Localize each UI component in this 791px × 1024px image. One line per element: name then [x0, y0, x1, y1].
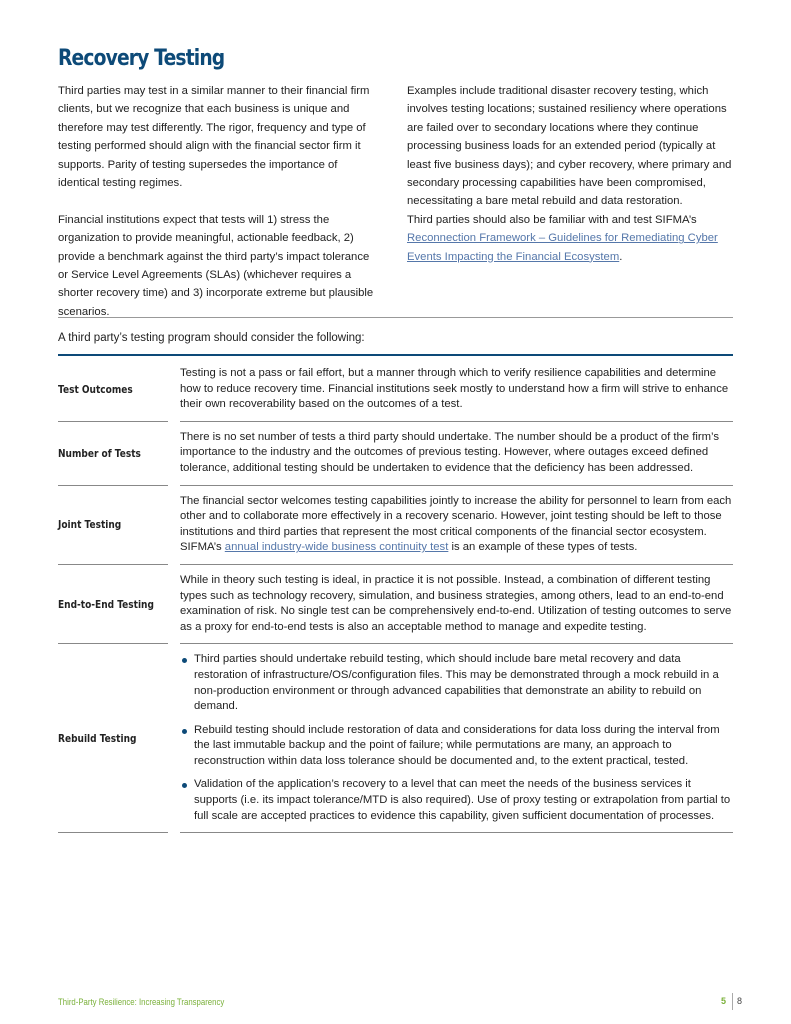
table-row [58, 422, 733, 486]
bullet-item: Validation of the application’s recovery to a level that can meet the needs of the business services it supports (i.e. its impact tolerance/MTD is also required). Use of proxy testing or extrapolation from partial to full scale are accepted practices to evidence this capability, given sufficient documentation of processes. [180, 777, 733, 824]
left-column [58, 82, 378, 340]
paragraph [407, 211, 735, 266]
bullet-item: Third parties should undertake rebuild testing, which should include bare metal recovery and data restoration of infrastructure/OS/configuration files. This may be demonstrated through a mock rebuild in a non-production environment or through advanced capabilities that demonstrate an ability to rebuild on demand. [180, 652, 733, 714]
business-continuity-test-link[interactable]: annual industry-wide business continuity test [224, 541, 449, 554]
footer-title: Third-Party Resilience: Increasing Transparency [58, 997, 225, 1008]
reconnection-framework-link[interactable]: Reconnection Framework – Guidelines for Remediating Cyber Events Impacting the Financial Ecosystem [407, 232, 718, 263]
row-label: Number of Tests [58, 422, 168, 486]
row-content: There is no set number of tests a third party should undertake. The number should be a product of the firm’s importance to the industry and the outcomes of previous testing. However, where outages exceed defined tolerance, additional testing should be undertaken to evidence that the deficiency has been addressed. [180, 422, 733, 486]
table-row [58, 644, 733, 833]
row-content: Testing is not a pass or fail effort, but a manner through which to verify resilience capabilities and determine how to reduce recovery time. Financial institutions seek mostly to understand how a firm will strive to enhance their own recoverability based on the outcomes of a test. [180, 358, 733, 422]
row-label: Test Outcomes [58, 358, 168, 422]
divider [58, 317, 733, 318]
table-intro: A third party’s testing program should consider the following: [58, 332, 365, 344]
row-label: Joint Testing [58, 486, 168, 565]
testing-table [58, 358, 733, 833]
row-content: While in theory such testing is ideal, in practice it is not possible. Instead, a combination of different testing types such as technology recovery, simulation, and business strategies, among others, lead to an end-to-end examination of risk. No single test can be comprehensively end-to-end. Utilization of testing outcomes to serve as a proxy for end-to-end tests is also an acceptable method to manage and expedite testing. [180, 565, 733, 644]
row-content [180, 644, 733, 833]
page-title: Recovery Testing [58, 46, 225, 71]
row-content: The financial sector welcomes testing capabilities jointly to increase the ability for personnel to learn from each other and to collaborate more effectively in a recovery scenario. However, joint testing should be left to those institutions and third parties that represent the most critical components of the financial sector ecosystem. SIFMA’s annual industry-wide business continuity test is an example of these types of tests. [180, 486, 733, 565]
table-row [58, 565, 733, 644]
right-column [407, 82, 735, 284]
text: . [619, 250, 623, 263]
page-number: 5 [721, 996, 727, 1006]
row-label: End-to-End Testing [58, 565, 168, 644]
divider [732, 993, 733, 1010]
bullet-item: Rebuild testing should include restoration of data and considerations for data loss during the interval from the last immutable backup and the point of failure; while permutations are many, an approach to reconstruction within data loss tolerance should be documented and, to the extent practical, tested. [180, 723, 733, 770]
paragraph: Examples include traditional disaster recovery testing, which involves testing locations; sustained resiliency where operations are failed over to secondary locations where they continue processing business loads for an extended period (typically at least five business days); and cyber recovery, where primary and secondary processing capabilities have been compromised, necessitating a bare metal rebuild and data restoration. [407, 85, 732, 208]
row-label: Rebuild Testing [58, 644, 168, 833]
total-pages: 8 [737, 996, 743, 1006]
divider [58, 354, 733, 356]
text: Third parties should also be familiar with and test SIFMA’s [407, 213, 697, 226]
paragraph: Third parties may test in a similar manner to their financial firm clients, but we recognize that each business is unique and therefore may test differently. The rigor, frequency and type of testing performed should align with the financial sector firm it supports. Parity of testing supersedes the importance of identical testing regimes. [58, 85, 370, 190]
table-row [58, 486, 733, 565]
table-row [58, 358, 733, 422]
paragraph: Financial institutions expect that tests will 1) stress the organization to provide meaningful, actionable feedback, 2) provide a benchmark against the third party’s impact tolerance or Service Level Agreements (SLAs) (whichever requires a shorter recovery time) and 3) incorporate extreme but plausible scenarios. [58, 213, 374, 318]
